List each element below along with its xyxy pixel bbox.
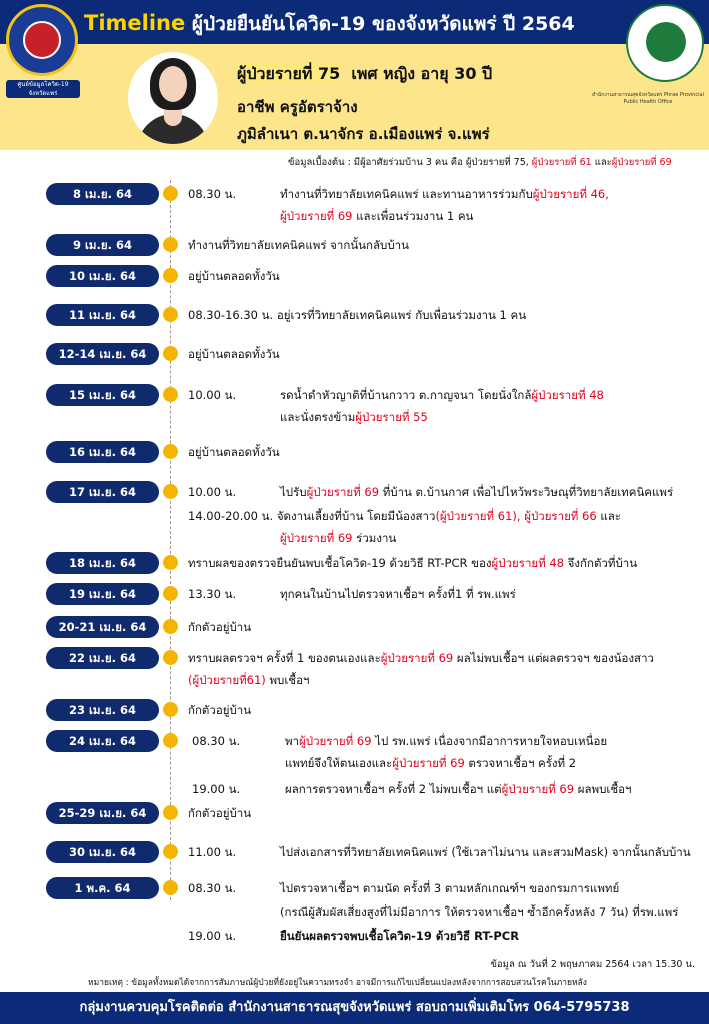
moph-emblem xyxy=(646,22,686,62)
timeline-dot-icon xyxy=(163,650,178,665)
date-pill: 12-14 เม.ย. 64 xyxy=(46,343,159,365)
date-pill: 18 เม.ย. 64 xyxy=(46,552,159,574)
event-case-ref: ผู้ป่วยรายที่ 69 xyxy=(280,531,353,545)
timeline-dot-icon xyxy=(163,619,178,634)
event-case-ref: ผู้ป่วยรายที่ 48 xyxy=(491,556,565,570)
event-time: 13.30 น. xyxy=(188,587,237,601)
timeline-dot-icon xyxy=(163,387,178,402)
seal-caption-line2: จังหวัดแพร่ xyxy=(28,90,58,97)
timeline-row xyxy=(0,700,709,720)
event-text: 08.30-16.30 น. อยู่เวรที่วิทยาลัยเทคนิคแพร่ กับเพื่อนร่วมงาน 1 คน xyxy=(188,308,527,322)
event-text xyxy=(280,530,396,548)
event-text-part: ตรวจหาเชื้อฯ ครั้งที่ 2 xyxy=(464,756,577,770)
timeline-dot-icon xyxy=(163,484,178,499)
event-case-ref: ผู้ป่วยรายที่ 55 xyxy=(355,410,428,424)
timeline-dot-icon xyxy=(163,555,178,570)
title-main: ผู้ป่วยยืนยันโควิด-19 ของจังหวัดแพร่ ปี 2564 xyxy=(191,13,575,35)
avatar-face xyxy=(159,66,187,102)
event-time: 10.00 น. xyxy=(188,485,237,499)
timeline-row xyxy=(0,731,709,796)
timeline-dot-icon xyxy=(163,844,178,859)
patient-occupation: อาชีพ ครูอัตราจ้าง xyxy=(237,98,358,116)
event-text xyxy=(188,555,637,573)
event-text-part: แพทย์จึงให้ตนเองและ xyxy=(285,756,393,770)
timeline-dot-icon xyxy=(163,444,178,459)
event-case-ref: (ผู้ป่วยรายที่61) xyxy=(188,673,266,687)
timeline-row xyxy=(0,385,709,424)
patient-hometown: ภูมิลำเนา ต.นาจักร อ.เมืองแพร่ จ.แพร่ xyxy=(237,125,490,143)
event-text-part: ไป รพ.แพร่ เนื่องจากมีอาการหายใจหอบเหนื่อย xyxy=(371,734,608,748)
timeline-dot-icon xyxy=(163,586,178,601)
event-time: 10.00 น. xyxy=(188,388,237,402)
event-text xyxy=(280,208,473,226)
title-prefix: Timeline xyxy=(84,11,186,35)
remark-note: หมายเหตุ : ข้อมูลทั้งหมดได้จากการสัมภาษณ์ผู้ป่วยที่ยังอยู่ในความทรงจำ อาจมีการแก้ไขเปลี่ยนแปลงหลังจากการสอบสวนโรคในภายหลัง xyxy=(88,978,587,988)
patient-details: เพศ หญิง อายุ 30 ปี xyxy=(351,64,493,83)
date-pill: 30 เม.ย. 64 xyxy=(46,841,159,863)
date-pill: 22 เม.ย. 64 xyxy=(46,647,159,669)
contacts-case-a: ผู้ป่วยรายที่ 61 xyxy=(531,157,592,168)
timeline-row xyxy=(0,648,709,687)
event-case-ref: ผู้ป่วยรายที่ 46, xyxy=(532,187,609,201)
event-text: ทำงานที่วิทยาลัยเทคนิคแพร่ จากนั้นกลับบ้าน xyxy=(188,238,409,252)
timeline-dot-icon xyxy=(163,702,178,717)
timeline-row xyxy=(0,344,709,364)
event-text: (กรณีผู้สัมผัสเสี่ยงสูงที่ไม่มีอาการ ให้ตรวจหาเชื้อฯ ซ้ำอีกครั้งหลัง 7 วัน) ที่รพ.แพร่ xyxy=(280,905,679,919)
event-case-ref: ผู้ป่วยรายที่ 69 xyxy=(380,651,454,665)
event-case-ref: ผู้ป่วยรายที่ 69 xyxy=(501,782,575,796)
date-pill: 25-29 เม.ย. 64 xyxy=(46,802,159,824)
seal-caption xyxy=(6,80,80,98)
event-text: อยู่บ้านตลอดทั้งวัน xyxy=(188,347,280,361)
patient-case-label: ผู้ป่วยรายที่ 75 xyxy=(237,64,341,83)
event-text: กักตัวอยู่บ้าน xyxy=(188,703,252,717)
date-pill: 16 เม.ย. 64 xyxy=(46,441,159,463)
event-text-part: ที่บ้าน ต.บ้านกาศ เพื่อไปไหว้พระวิษณุที่วิทยาลัยเทคนิคแพร่ xyxy=(379,485,674,499)
event-text: ทุกคนในบ้านไปตรวจหาเชื้อฯ ครั้งที่1 ที่ รพ.แพร่ xyxy=(280,587,516,601)
timeline-row xyxy=(0,305,709,325)
timeline-row xyxy=(0,878,709,943)
contacts-joiner: และ xyxy=(594,157,612,168)
event-text xyxy=(280,484,673,502)
timeline-row xyxy=(0,803,709,823)
timeline-dot-icon xyxy=(163,805,178,820)
seal-caption-line1: ศูนย์ข้อมูลโควิด-19 xyxy=(17,81,69,88)
event-text: อยู่บ้านตลอดทั้งวัน xyxy=(188,445,280,459)
event-text-part: ผลการตรวจหาเชื้อฯ ครั้งที่ 2 ไม่พบเชื้อฯ แต่ xyxy=(285,782,502,796)
event-result: ยืนยันผลตรวจพบเชื้อโควิด-19 ด้วยวิธี RT-PCR xyxy=(280,929,520,943)
event-text xyxy=(188,508,621,526)
event-text xyxy=(285,755,576,773)
update-timestamp: ข้อมูล ณ วันที่ 2 พฤษภาคม 2564 เวลา 15.30 น. xyxy=(490,959,695,970)
event-text-part: ผลไม่พบเชื้อฯ แต่ผลตรวจฯ ของน้องสาว xyxy=(453,651,654,665)
timeline-row xyxy=(0,842,709,862)
event-text-part: จึงกักตัวที่บ้าน xyxy=(564,556,638,570)
covid-center-seal-icon xyxy=(6,4,78,76)
event-time: 08.30 น. xyxy=(188,881,237,895)
event-text-part: ทำงานที่วิทยาลัยเทคนิคแพร่ และทานอาหารร่วมกับ xyxy=(280,187,533,201)
timeline-row xyxy=(0,235,709,255)
event-case-ref: ผู้ป่วยรายที่ 69 xyxy=(280,209,353,223)
event-text-part: และ xyxy=(596,509,621,523)
timeline-dot-icon xyxy=(163,307,178,322)
timeline-row xyxy=(0,442,709,462)
event-text-part: พา xyxy=(285,734,300,748)
timeline-row xyxy=(0,266,709,286)
date-pill: 1 พ.ค. 64 xyxy=(46,877,159,899)
event-text: กักตัวอยู่บ้าน xyxy=(188,806,252,820)
patient-avatar xyxy=(128,52,218,144)
event-text-part: และเพื่อนร่วมงาน 1 คน xyxy=(352,209,474,223)
contacts-summary xyxy=(288,155,672,170)
date-pill: 8 เม.ย. 64 xyxy=(46,183,159,205)
event-text-part: และนั่งตรงข้าม xyxy=(280,410,356,424)
date-pill: 23 เม.ย. 64 xyxy=(46,699,159,721)
contact-footer: กลุ่มงานควบคุมโรคติดต่อ สำนักงานสาธารณสุขจังหวัดแพร่ สอบถามเพิ่มเติมโทร 064-5795738 xyxy=(0,992,709,1024)
date-pill: 19 เม.ย. 64 xyxy=(46,583,159,605)
event-text xyxy=(280,409,428,427)
moph-caption: สำนักงานสาธารณสุขจังหวัดแพร่ Phrae Provincial Public Health Office xyxy=(591,92,704,105)
event-text xyxy=(285,733,607,751)
event-text-part: ทราบผลของตรวจยืนยันพบเชื้อโควิด-19 ด้วยวิธี RT-PCR ของ xyxy=(188,556,492,570)
event-case-ref: (ผู้ป่วยรายที่ 61), xyxy=(435,509,521,523)
event-case-ref: ผู้ป่วยรายที่ 48 xyxy=(531,388,604,402)
event-text xyxy=(280,387,604,405)
timeline-row xyxy=(0,617,709,637)
event-text-part: ผลพบเชื้อฯ xyxy=(574,782,632,796)
event-text-part: พบเชื้อฯ xyxy=(265,673,310,687)
event-text: กักตัวอยู่บ้าน xyxy=(188,620,252,634)
event-time: 08.30 น. xyxy=(192,734,241,748)
timeline-dot-icon xyxy=(163,733,178,748)
event-text xyxy=(285,781,632,799)
timeline-dot-icon xyxy=(163,880,178,895)
event-case-ref: ผู้ป่วยรายที่ 69 xyxy=(299,734,372,748)
event-text-part: ไปรับ xyxy=(280,485,307,499)
timeline-axis xyxy=(170,180,172,900)
event-text-part: 14.00-20.00 น. จัดงานเลี้ยงที่บ้าน โดยมีน้องสาว xyxy=(188,509,436,523)
event-case-ref: ผู้ป่วยรายที่ 66 xyxy=(520,509,597,523)
seal-emblem xyxy=(23,21,61,59)
event-case-ref: ผู้ป่วยรายที่ 69 xyxy=(392,756,465,770)
event-time: 08.30 น. xyxy=(188,187,237,201)
event-text-part: ร่วมงาน xyxy=(352,531,397,545)
event-text: ไปตรวจหาเชื้อฯ ตามนัด ครั้งที่ 3 ตามหลักเกณฑ์ฯ ของกรมการแพทย์ xyxy=(280,881,620,895)
header-banner xyxy=(0,0,709,150)
event-text xyxy=(280,186,609,204)
date-pill: 20-21 เม.ย. 64 xyxy=(46,616,159,638)
event-time: 11.00 น. xyxy=(188,845,237,859)
page-title xyxy=(84,9,575,39)
timeline-row xyxy=(0,584,709,604)
date-pill: 24 เม.ย. 64 xyxy=(46,730,159,752)
date-pill: 10 เม.ย. 64 xyxy=(46,265,159,287)
event-time: 19.00 น. xyxy=(188,929,237,943)
event-text-part: ทราบผลตรวจฯ ครั้งที่ 1 ของตนเองและ xyxy=(188,651,381,665)
timeline-dot-icon xyxy=(163,186,178,201)
date-pill: 9 เม.ย. 64 xyxy=(46,234,159,256)
contacts-prefix: ข้อมูลเบื้องต้น : มีผู้อาศัยร่วมบ้าน 3 คน คือ ผู้ป่วยรายที่ 75, xyxy=(288,157,529,168)
event-case-ref: ผู้ป่วยรายที่ 69 xyxy=(306,485,380,499)
patient-line-1 xyxy=(237,62,492,87)
timeline-dot-icon xyxy=(163,346,178,361)
event-time: 19.00 น. xyxy=(192,782,241,796)
timeline-row xyxy=(0,184,709,223)
event-text: อยู่บ้านตลอดทั้งวัน xyxy=(188,269,280,283)
event-text: ไปส่งเอกสารที่วิทยาลัยเทคนิคแพร่ (ใช้เวลาไม่นาน และสวมMask) จากนั้นกลับบ้าน xyxy=(280,845,691,859)
event-text xyxy=(188,672,309,690)
event-text-part: รดน้ำดำหัวญาติที่บ้านกวาว ต.กาญจนา โดยนั่งใกล้ xyxy=(280,388,532,402)
date-pill: 15 เม.ย. 64 xyxy=(46,384,159,406)
event-text xyxy=(188,650,654,668)
moph-logo-icon xyxy=(626,4,704,82)
timeline-dot-icon xyxy=(163,268,178,283)
timeline-row xyxy=(0,553,709,573)
timeline-dot-icon xyxy=(163,237,178,252)
timeline-row xyxy=(0,482,709,545)
date-pill: 11 เม.ย. 64 xyxy=(46,304,159,326)
date-pill: 17 เม.ย. 64 xyxy=(46,481,159,503)
contacts-case-b: ผู้ป่วยรายที่ 69 xyxy=(611,157,672,168)
